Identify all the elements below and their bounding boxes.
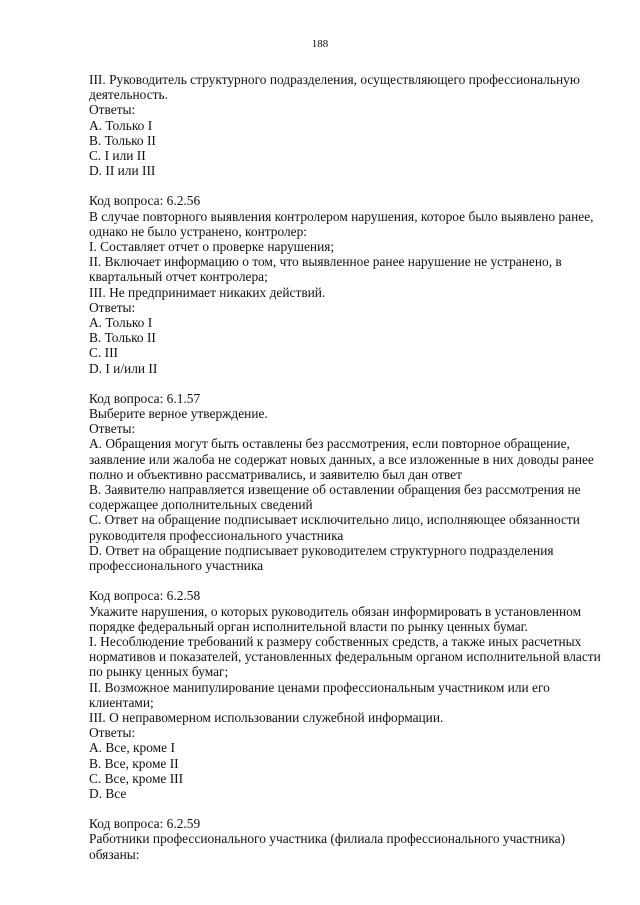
- statement-line: по рынку ценных бумаг;: [89, 664, 229, 680]
- question-text: Работники профессионального участника (филиала профессионального участника): [89, 831, 566, 847]
- question-text: обязаны:: [89, 846, 140, 862]
- spacer: [89, 376, 589, 391]
- statement-line: I. Несоблюдение требований к размеру собственных средств, а также иных расчетных: [89, 633, 582, 649]
- answer-option: B. Заявителю направляется извещение об оставлении обращения без рассмотрения не: [89, 482, 581, 498]
- statement-line: III. О неправомерном использовании служебной информации.: [89, 709, 444, 725]
- question-text: однако не было устранено, контролер:: [89, 223, 308, 239]
- question-text: порядке федеральный орган исполнительной власти по рынку ценных бумаг.: [89, 618, 528, 634]
- text-line: III. Руководитель структурного подразделения, осуществляющего профессиональную: [89, 72, 580, 87]
- answer-option: B. Только II: [89, 132, 156, 148]
- question-block-continuation: [89, 72, 589, 178]
- question-block-6-2-58: [89, 588, 601, 801]
- question-code: Код вопроса: 6.2.59: [89, 816, 201, 832]
- statement-line: нормативов и показателей, установленных федеральным органом исполнительной власти: [89, 649, 601, 665]
- answer-option: A. Все, кроме I: [89, 740, 175, 756]
- answers-label: Ответы:: [89, 421, 136, 437]
- answer-option: профессионального участника: [89, 558, 264, 574]
- statement-line: I. Составляет отчет о проверке нарушения;: [89, 239, 335, 255]
- page-number: 188: [311, 38, 329, 50]
- answer-option: C. Все, кроме III: [89, 770, 184, 786]
- question-block-6-2-59: [89, 816, 589, 862]
- answer-option: D. Все: [89, 785, 127, 801]
- statement-line: клиентами;: [89, 694, 154, 710]
- question-block-6-2-56: [89, 193, 594, 376]
- answer-option: C. Ответ на обращение подписывает исключительно лицо, исполняющее обязанности: [89, 512, 580, 528]
- text-line: деятельность.: [89, 87, 168, 103]
- answer-option: C. I или II: [89, 148, 146, 164]
- statement-line: III. Не предпринимает никаких действий.: [89, 284, 326, 300]
- question-text: Выберите верное утверждение.: [89, 406, 268, 422]
- answers-label: Ответы:: [89, 299, 136, 315]
- answer-option: B. Только II: [89, 330, 156, 346]
- answer-option: D. Ответ на обращение подписывает руководителем структурного подразделения: [89, 542, 554, 558]
- statement-line: II. Возможное манипулирование ценами профессиональным участником или его: [89, 679, 550, 695]
- spacer: [89, 178, 589, 193]
- question-code: Код вопроса: 6.2.56: [89, 193, 201, 209]
- question-code: Код вопроса: 6.2.58: [89, 588, 201, 604]
- answers-label: Ответы:: [89, 725, 136, 741]
- answer-option: D. II или III: [89, 163, 156, 179]
- answer-option: содержащее дополнительных сведений: [89, 497, 313, 513]
- question-text: В случае повторного выявления контролером нарушения, которое было выявлено ранее,: [89, 208, 594, 224]
- answer-option: C. III: [89, 345, 119, 361]
- spacer: [89, 573, 589, 588]
- answer-option: B. Все, кроме II: [89, 755, 179, 771]
- answer-option: A. Только I: [89, 117, 153, 133]
- statement-line: квартальный отчет контролера;: [89, 269, 268, 285]
- answer-option: A. Обращения могут быть оставлены без рассмотрения, если повторное обращение,: [89, 436, 570, 452]
- spacer: [89, 801, 589, 816]
- answer-option: руководителя профессионального участника: [89, 527, 344, 543]
- page-content: [89, 72, 601, 862]
- answer-option: полно и объективно рассматривались, и заявителю был дан ответ: [89, 466, 462, 482]
- answer-option: A. Только I: [89, 315, 153, 331]
- answer-option: D. I и/или II: [89, 360, 158, 376]
- answers-label: Ответы:: [89, 102, 136, 118]
- question-block-6-1-57: [89, 390, 594, 574]
- statement-line: II. Включает информацию о том, что выявленное ранее нарушение не устранено, в: [89, 254, 562, 270]
- question-code: Код вопроса: 6.1.57: [89, 390, 201, 406]
- question-text: Укажите нарушения, о которых руководитель обязан информировать в установленном: [89, 603, 582, 619]
- answer-option: заявление или жалоба не содержат новых данных, а все изложенные в них доводы ранее: [89, 451, 594, 467]
